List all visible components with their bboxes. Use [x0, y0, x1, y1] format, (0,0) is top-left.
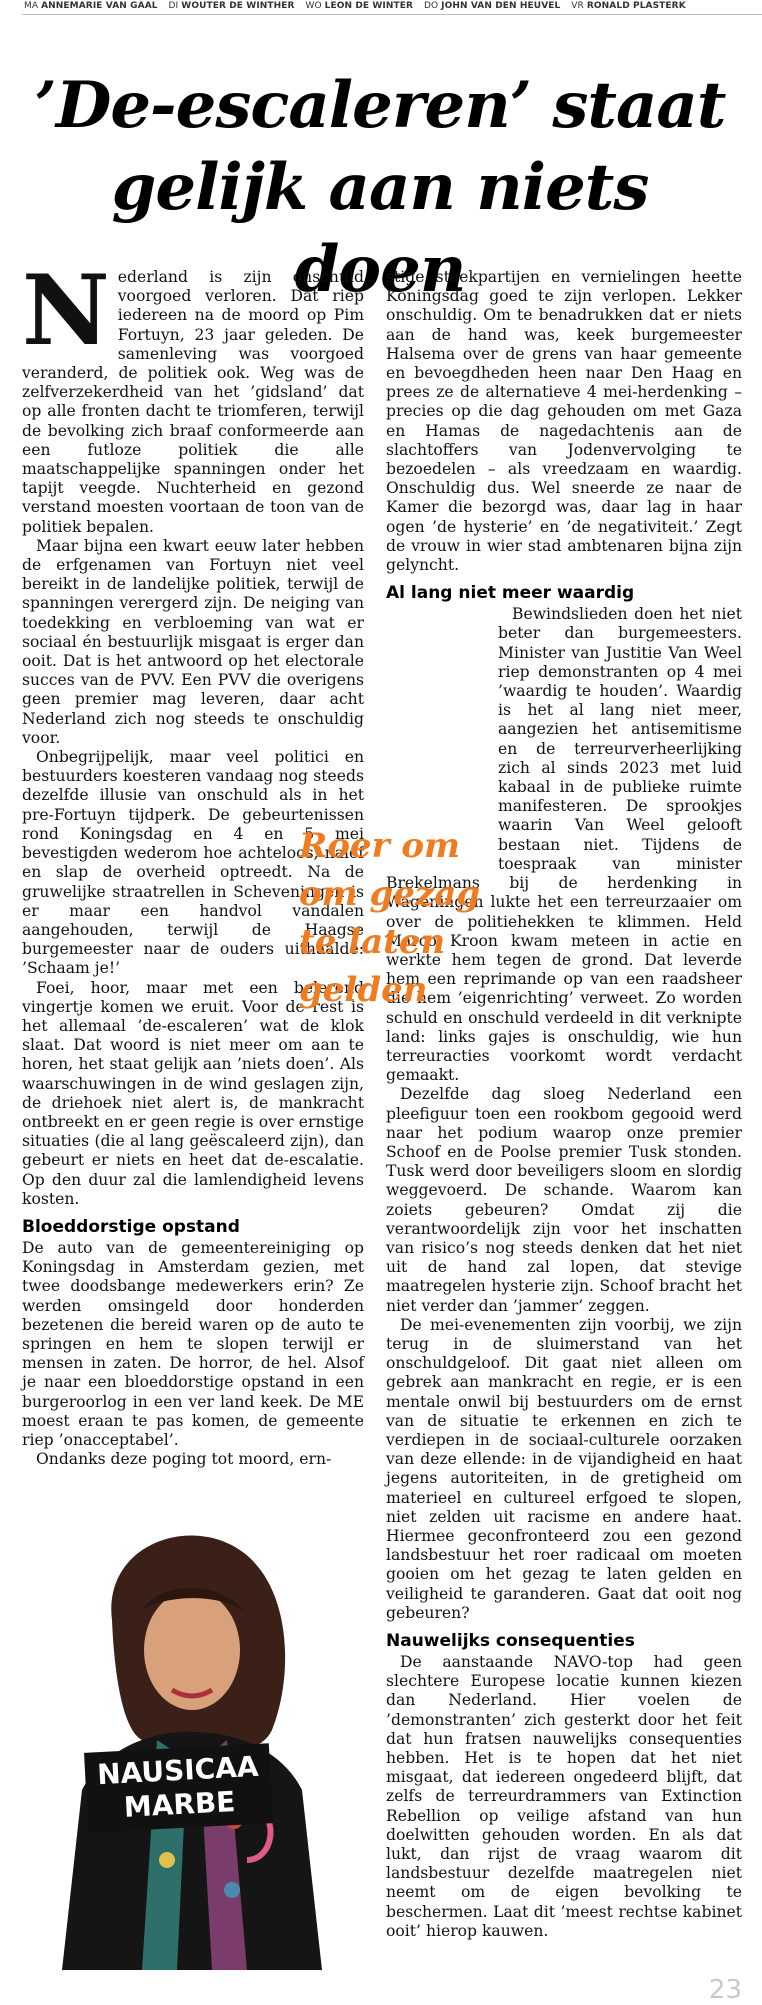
subheading: Bloeddorstige opstand — [22, 1216, 240, 1237]
body-paragraph: Ondanks deze poging tot moord, ern- — [36, 1450, 332, 1469]
contributor-name: RONALD PLASTERK — [586, 1, 686, 11]
column-right — [386, 268, 742, 1941]
dropcap: N — [22, 254, 110, 367]
columnist-last-name: MARBE — [123, 1785, 237, 1824]
columnist-name-box — [84, 1743, 273, 1833]
contributor-day: WO — [305, 1, 322, 11]
body-paragraph: De auto van de gemeentereiniging op Koningsdag in Amsterdam gezien, met twee doodsbange medewerkers erin? Ze werden omsingeld door honderden bezetenen die bereid waren op de auto te springen en hem te slopen terwijl er mensen in zaten. De horror, de hel. Alsof je naar een bloeddorstige opstand in een burgeroorlog in een ver land keek. De ME moest eraan te pas komen, de gemeente riep ’onacceptabel’. — [22, 1238, 364, 1449]
body-paragraph: Dezelfde dag sloeg Nederland een pleefiguur toen een rookbom gegooid werd naar het podium waarop onze premier Schoof en de Poolse premier Tusk stonden. Tusk werd door beveiligers sloom en slordig weggevoerd. De schande. Waarom kan zoiets gebeuren? Omdat zij die verantwoordelijk zijn voor het inschatten van risico’s nog steeds denken dat het niet uit de hand zal lopen, dat stevige maatregelen hysterie zijn. Schoof bracht het niet verder dan ’jammer’ zeggen. — [386, 1085, 742, 1315]
contributor-day: MA — [24, 1, 39, 11]
contributor-day: DI — [168, 1, 179, 11]
author-portrait — [22, 1500, 364, 1970]
body-paragraph: Bewindslieden doen het niet beter dan burgemeesters. Minister van Justitie Van Weel riep demonstranten op 4 mei ’waardig te houden’. Waardig is het al lang niet meer, aangezien het antisemitisme en de terreurverheerlijking zich al sinds 2023 met luid kabaal in de publieke ruimte manifesteren. De sprookjes waarin Van Weel gelooft bestaan niet. Tijdens de toespraak van minister Brekelmans bij de herdenking in Wageningen lukte het een terreurzaaier om over de politiehekken te klimmen. Held Marco Kroon kwam meteen in actie en werkte hem tegen de grond. Dat leverde hem een reprimande op van een raadsheer die hem ’eigenrichting’ verweet. Zo worden schuld en onschuld verdeeld in dit verknipte land: links gajes is onschuldig, wie hun terreuracties voorkomt wordt verdacht gemaakt. — [386, 605, 742, 1085]
body-paragraph: Maar bijna een kwart eeuw later hebben de erfgenamen van Fortuyn niet veel bereikt in de landelijke politiek, terwijl de spanningen verergerd zijn. De neiging van toedekking en verbloeming van wat er sociaal én bestuurlijk misgaat is erger dan ooit. Dat is het antwoord op het electorale succes van de PVV. Een PVV die overigens geen premier mag leveren, daar acht Nederland zich nog steeds te onschuldig voor. — [22, 536, 364, 747]
body-paragraph: Onbegrijpelijk, maar veel politici en bestuurders koesteren vandaag nog steeds dezelfde illusie van onschuld als in het pre-Fortuyn tijdperk. De gebeurtenissen rond Koningsdag en 4 en 5 mei bevestigden wederom hoe achteloos, naïef en slap de overheid optreedt. Na de gruwelijke straatrellen in Scheveningen is er maar een handvol vandalen aangehouden, terwijl de Haagse burgemeester naar de ouders uithaalde: ’Schaam je!’ — [22, 748, 364, 978]
contributor-day: VR — [571, 1, 584, 11]
contributor-strip — [24, 0, 686, 14]
contributor-name: LEON DE WINTER — [324, 1, 414, 11]
pullquote: Roer om om gezag te laten gelden — [299, 826, 481, 1010]
subheading: Al lang niet meer waardig — [386, 583, 635, 604]
subheading: Nauwelijks consequenties — [386, 1631, 635, 1652]
body-paragraph: Foei, hoor, maar met een belerend vingertje komen we eruit. Voor de rest is het allemaal ’de-escaleren’ wat de klok slaat. Dat woord is niet meer om aan te horen, het staat gelijk aan ’niets doen’. Als waarschuwingen in de wind geslagen zijn, de driehoek niet alert is, de mankracht ontbreekt en er geen regie is over ernstige situaties (die al lang geëscaleerd zijn), dan gebeurt er niets en heet dat de-escalatie. Op den duur zal die lamlendigheid levens kosten. — [22, 978, 364, 1208]
body-paragraph: De aanstaande NAVO-top had geen slechtere Europese locatie kunnen kiezen dan Nederland. Hier voelen de ’demonstranten’ zich gesterkt door het feit dat hun fratsen nauwelijks consequenties hebben. Het is te hopen dat het niet misgaat, dat iedereen ongedeerd blijft, dat zelfs de terreurdrammers van Extinction Rebellion op veilige afstand van hun doelwitten gehouden worden. En als dat lukt, dan rijst de vraag waarom dit landsbestuur dezelfde maatregelen niet neemt om de eigen bevolking te beschermen. Laat dit ’meest rechtse kabinet ooit’ hierop kauwen. — [386, 1653, 742, 1940]
contributor-day: DO — [423, 1, 439, 11]
page-number: 23 — [708, 1975, 742, 2005]
headline: ’De-escaleren’ staat gelijk aan niets doen — [34, 67, 726, 307]
contributor-name: ANNEMARIE VAN GAAL — [41, 1, 158, 11]
contributor-name: WOUTER DE WINTHER — [181, 1, 295, 11]
body-paragraph: De mei-evenementen zijn voorbij, we zijn terug in de sluimerstand van het onschuldgeloof. Dit gaat niet alleen om gebrek aan mankracht en regie, er is een mentale onwil bij bestuurders om de ernst van de situatie te erkennen en zich te verdiepen in de sociaal-culturele oorzaken van deze ellende: in de vijandigheid en haat jegens autoriteiten, in de gretigheid om materieel en cultureel erfgoed te slopen, niet zelden uit racisme en andere haat. Hiermee geconfronteerd zou een gezond landsbestuur het roer radicaal om moeten gooien om het gezag te laten gelden en veiligheid te garanderen. Gaat dat ooit nog gebeuren? — [386, 1315, 742, 1622]
lead-paragraph: Nederland is zijn onschuld voorgoed verloren. Dat riep iedereen na de moord op Pim Fortuyn, 23 jaar geleden. De samenleving was voorgoed veranderd, de politiek ook. Weg was de zelfverzekerdheid van het ’gidsland’ dat op alle fronten dacht te triomferen, terwijl de bevolking zich braaf conformeerde aan een futloze politiek die alle maatschappelijke spanningen onder het tapijt veegde. Nuchterheid en gezond verstand moesten voortaan de toon van de politiek bepalen. — [22, 254, 364, 536]
body-paragraph: stige steekpartijen en vernielingen heette Koningsdag goed te zijn verlopen. Lekker onschuldig. Om te benadrukken dat er niets aan de hand was, keek burgemeester Halsema over de grens van haar gemeente en bevoegdheden heen naar Den Haag en prees ze de alternatieve 4 mei-herdenking – precies op die dag gehouden om met Gaza en Hamas de nagedachtenis aan de slachtoffers van Jodenvervolging te bezoedelen – als vreedzaam en waardig. Onschuldig dus. Wel sneerde ze naar de Kamer die bezorgd was, daar lag in haar ogen ’de hysterie’ en ’de negativiteit.’ Zegt de vrouw in wier stad ambtenaren bijna zijn gelyncht. — [386, 268, 742, 575]
contributor-name: JOHN VAN DEN HEUVEL — [441, 1, 561, 11]
columnist-first-name: NAUSICAA — [96, 1749, 260, 1792]
top-rule — [22, 14, 762, 15]
